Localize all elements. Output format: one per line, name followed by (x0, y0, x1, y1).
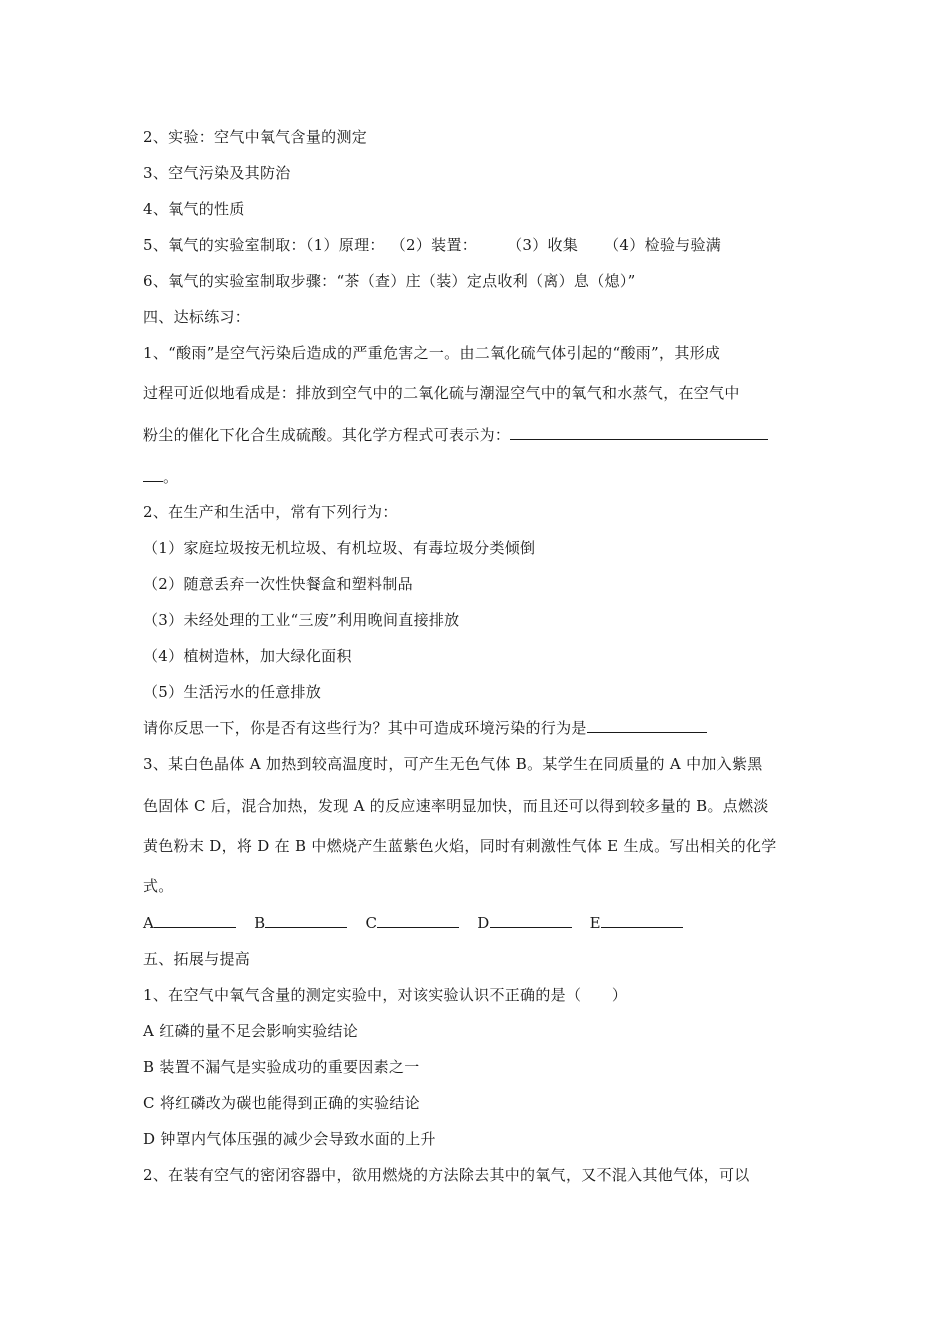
s4-q3-label-d: D (477, 914, 490, 932)
s4-q1-answer-blank-cont[interactable] (143, 467, 163, 482)
s4-q1-line-3-text: 粉尘的催化下化合生成硫酸。其化学方程式可表示为： (143, 426, 511, 444)
s4-q3-blank-e[interactable] (601, 913, 683, 928)
s4-q1-line-3 (143, 425, 768, 445)
s4-q3-blank-b[interactable] (265, 913, 347, 928)
s4-q3-line-3: 黄色粉末 D，将 D 在 B 中燃烧产生蓝紫色火焰，同时有刺激性气体 E 生成。写出相关的化学 (143, 837, 777, 855)
s4-q2-answer-blank[interactable] (587, 718, 707, 733)
s4-q3-line-1: 3、某白色晶体 A 加热到较高温度时，可产生无色气体 B。某学生在同质量的 A 中加入紫黑 (143, 755, 763, 773)
s4-q3-blank-c[interactable] (377, 913, 459, 928)
s5-q1-option-b: B 装置不漏气是实验成功的重要因素之一 (143, 1058, 420, 1076)
s4-q3-answers (143, 913, 683, 933)
review-item-6: 6、氧气的实验室制取步骤：“茶（查）庄（装）定点收利（离）息（熄）” (143, 272, 636, 290)
s5-q1-option-a: A 红磷的量不足会影响实验结论 (143, 1022, 359, 1040)
s4-q3-label-a: A (143, 914, 155, 932)
s4-q3-line-2: 色固体 C 后，混合加热，发现 A 的反应速率明显加快，而且还可以得到较多量的 B。点燃淡 (143, 797, 769, 815)
s4-q1-answer-blank[interactable] (510, 425, 768, 440)
s5-q1-option-c: C 将红磷改为碳也能得到正确的实验结论 (143, 1094, 420, 1112)
review-item-4: 4、氧气的性质 (143, 200, 245, 218)
review-item-3: 3、空气污染及其防治 (143, 164, 291, 182)
review-item-5-part-4: （4）检验与验满 (604, 236, 722, 254)
s5-q1-option-d: D 钟罩内气体压强的减少会导致水面的上升 (143, 1130, 436, 1148)
s4-q1-line-1: 1、“酸雨”是空气污染后造成的严重危害之一。由二氧化硫气体引起的“酸雨”，其形成 (143, 344, 721, 362)
review-item-2: 2、实验：空气中氧气含量的测定 (143, 128, 368, 146)
s4-q1-end: 。 (163, 468, 179, 486)
s4-q3-label-e: E (589, 914, 601, 932)
s4-q2-intro: 2、在生产和生活中，常有下列行为： (143, 503, 398, 521)
section-4-heading: 四、达标练习： (143, 308, 251, 326)
s4-q2-option-2: （2）随意丢弃一次性快餐盒和塑料制品 (143, 575, 413, 593)
review-item-5-part-3: （3）收集 (507, 236, 579, 254)
s4-q2-option-3: （3）未经处理的工业“三废”利用晚间直接排放 (143, 611, 460, 629)
s4-q3-label-c: C (365, 914, 378, 932)
review-item-5 (143, 235, 721, 255)
section-5-heading: 五、拓展与提高 (143, 950, 251, 968)
s4-q2-ask (143, 718, 707, 738)
s4-q1-line-2: 过程可近似地看成是：排放到空气中的二氧化硫与潮湿空气中的氧气和水蒸气，在空气中 (143, 384, 740, 402)
s4-q3-blank-d[interactable] (490, 913, 572, 928)
review-item-5-part-1: （1）原理： (305, 236, 385, 254)
s4-q3-label-b: B (254, 914, 266, 932)
review-item-5-part-2: （2）装置： (390, 236, 478, 254)
s4-q1-line-4 (143, 467, 178, 487)
s4-q3-blank-a[interactable] (154, 913, 236, 928)
s4-q2-option-4: （4）植树造林，加大绿化面积 (143, 647, 352, 665)
s5-q2-stem: 2、在装有空气的密闭容器中，欲用燃烧的方法除去其中的氧气，又不混入其他气体，可以 (143, 1166, 750, 1184)
s5-q1-stem: 1、在空气中氧气含量的测定实验中，对该实验认识不正确的是（ ） (143, 986, 628, 1004)
s4-q2-ask-text: 请你反思一下，你是否有这些行为？其中可造成环境污染的行为是 (143, 719, 587, 737)
review-item-5-label: 5、氧气的实验室制取： (143, 236, 306, 254)
s4-q3-line-4: 式。 (143, 877, 174, 895)
s4-q2-option-5: （5）生活污水的任意排放 (143, 683, 322, 701)
s4-q2-option-1: （1）家庭垃圾按无机垃圾、有机垃圾、有毒垃圾分类倾倒 (143, 539, 536, 557)
